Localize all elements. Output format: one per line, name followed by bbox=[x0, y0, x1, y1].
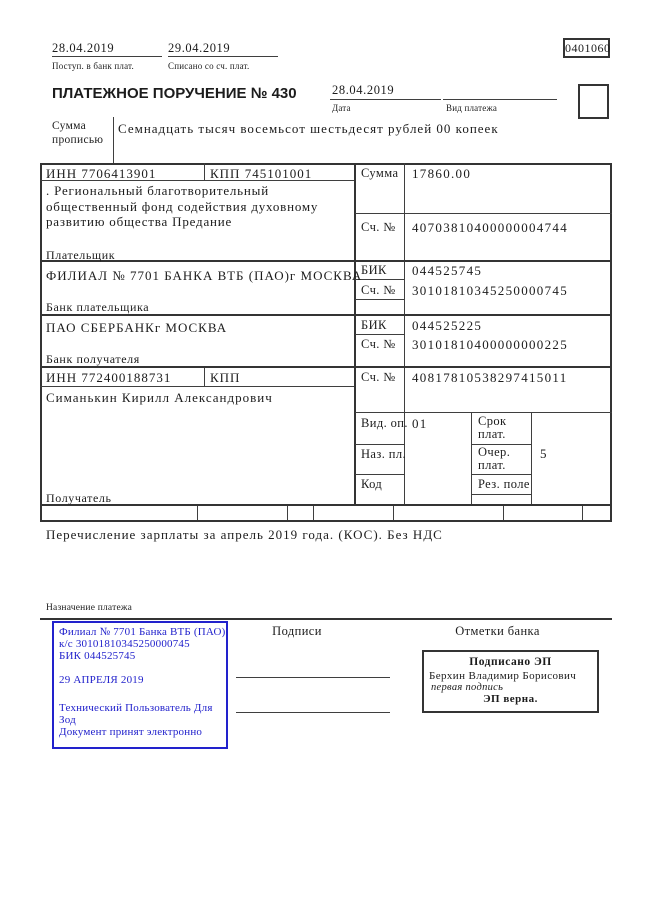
tax-row-divider-4 bbox=[393, 506, 394, 520]
payer-account-label: Сч. № bbox=[361, 220, 396, 234]
amount-in-words-divider bbox=[113, 117, 114, 163]
reserve-box-border bbox=[471, 494, 532, 495]
pay-purpose-label: Наз. пл. bbox=[361, 447, 407, 461]
table-border-left bbox=[40, 163, 42, 522]
beneficiary-bank-name: ПАО СБЕРБАНКг МОСКВА bbox=[46, 320, 228, 335]
beneficiary-bank-label: Банк получателя bbox=[46, 352, 140, 366]
inn-row-border-2 bbox=[40, 386, 354, 387]
beneficiary-bank-account-label: Сч. № bbox=[361, 337, 396, 351]
signature-line-2 bbox=[236, 712, 390, 713]
payer-label: Плательщик bbox=[46, 248, 116, 262]
tax-row-divider-6 bbox=[582, 506, 583, 520]
bik2-box-border bbox=[355, 334, 405, 335]
bank-stamp-line4: 29 АПРЕЛЯ 2019 bbox=[59, 674, 144, 686]
esign-valid-text: ЭП верна. bbox=[483, 693, 538, 705]
signatures-heading: Подписи bbox=[272, 624, 322, 638]
document-date-value: 28.04.2019 bbox=[332, 83, 395, 97]
payment-type-label: Вид платежа bbox=[446, 103, 498, 113]
payer-name bbox=[46, 183, 318, 230]
esign-stamp-box bbox=[422, 650, 599, 713]
beneficiary-name: Симанькин Кирилл Александрович bbox=[46, 390, 273, 405]
priority-label bbox=[478, 446, 510, 472]
debited-date-underline bbox=[168, 56, 278, 57]
table-border-right bbox=[610, 163, 612, 522]
payment-type-box bbox=[578, 84, 609, 119]
beneficiary-label: Получатель bbox=[46, 491, 112, 505]
opkind-divider-2 bbox=[531, 413, 532, 504]
payment-type-underline bbox=[443, 99, 557, 100]
esign-signature-kind: первая подпись bbox=[431, 682, 504, 693]
purpose-label: Назначение платежа bbox=[46, 603, 133, 613]
form-code-box: 0401060 bbox=[563, 38, 610, 58]
beneficiary-bank-bik-label: БИК bbox=[361, 318, 387, 332]
opkind-divider-1 bbox=[471, 413, 472, 504]
reserve-field-label: Рез. поле bbox=[478, 477, 530, 491]
beneficiary-account-label: Сч. № bbox=[361, 370, 396, 384]
acct1-box-border bbox=[355, 299, 405, 300]
payer-inn: ИНН 7706413901 bbox=[46, 166, 157, 181]
amount-label: Сумма bbox=[361, 166, 399, 180]
bank-stamp-line1: Филиал № 7701 Банка ВТБ (ПАО) bbox=[59, 626, 226, 638]
beneficiary-bank-account-value: 30101810400000000225 bbox=[412, 337, 568, 352]
received-date-label: Поступ. в банк плат. bbox=[52, 61, 134, 71]
document-date-label: Дата bbox=[332, 103, 351, 113]
payer-bank-name: ФИЛИАЛ № 7701 БАНКА ВТБ (ПАО)г МОСКВА bbox=[46, 268, 363, 283]
payer-bank-account-value: 30101810345250000745 bbox=[412, 283, 568, 298]
debited-date-value: 29.04.2019 bbox=[168, 41, 231, 55]
payer-name-line3: развитию общества Предание bbox=[46, 214, 233, 229]
bank-stamp-line2: к/с 30101810345250000745 bbox=[59, 638, 190, 650]
op-kind-value: 01 bbox=[412, 416, 428, 431]
pay-term-label-line2: плат. bbox=[478, 427, 506, 441]
pay-term-label bbox=[478, 415, 507, 441]
tax-row-divider-5 bbox=[503, 506, 504, 520]
priority-label-line1: Очер. bbox=[478, 445, 511, 459]
payer-account-value: 40703810400000004744 bbox=[412, 220, 568, 235]
received-date-value: 28.04.2019 bbox=[52, 41, 115, 55]
opkind-row-border-left bbox=[355, 444, 405, 445]
section-border-payer bbox=[40, 260, 612, 262]
amount-in-words-value: Семнадцать тысяч восемьсот шестьдесят рублей 00 копеек bbox=[118, 121, 499, 136]
page-title: ПЛАТЕЖНОЕ ПОРУЧЕНИЕ № 430 bbox=[52, 85, 297, 102]
payer-bank-account-label: Сч. № bbox=[361, 283, 396, 297]
beneficiary-bank-bik-value: 044525225 bbox=[412, 318, 483, 333]
bank-stamp-line7: Документ принят электронно bbox=[59, 726, 203, 738]
nazpl-row-border-left bbox=[355, 474, 405, 475]
debited-date-label: Списано со сч. плат. bbox=[168, 61, 250, 71]
document-date-underline bbox=[330, 99, 441, 100]
payer-name-line1: . Региональный благотворительный bbox=[46, 183, 269, 198]
table-border-bottom bbox=[40, 504, 612, 506]
nazpl-row-border-right bbox=[471, 474, 532, 475]
beneficiary-account-value: 40817810538297415011 bbox=[412, 370, 568, 385]
bank-stamp-line3: БИК 044525745 bbox=[59, 650, 136, 662]
bank-stamp-line5: Технический Пользователь Для bbox=[59, 702, 213, 714]
esign-title: Подписано ЭП bbox=[469, 656, 552, 668]
received-date-underline bbox=[52, 56, 162, 57]
op-kind-label: Вид. оп. bbox=[361, 416, 408, 430]
opkind-top-border bbox=[355, 412, 612, 413]
bik1-box-border bbox=[355, 279, 405, 280]
purpose-text: Перечисление зарплаты за апрель 2019 года. (КОС). Без НДС bbox=[46, 527, 443, 542]
payer-kpp: КПП 745101001 bbox=[210, 166, 313, 181]
priority-value: 5 bbox=[540, 446, 548, 461]
tax-row-divider-1 bbox=[197, 506, 198, 520]
amount-value: 17860.00 bbox=[412, 166, 472, 181]
tax-row-divider-2 bbox=[287, 506, 288, 520]
esign-signer-name: Берхин Владимир Борисович bbox=[429, 670, 577, 682]
code-label: Код bbox=[361, 477, 383, 491]
purpose-underline bbox=[40, 618, 612, 620]
signature-line-1 bbox=[236, 677, 390, 678]
beneficiary-kpp-label: КПП bbox=[210, 370, 241, 385]
bank-marks-heading: Отметки банка bbox=[455, 624, 540, 638]
table-border-top bbox=[40, 163, 612, 165]
inn-kpp-divider-1 bbox=[204, 163, 205, 181]
inn-kpp-divider-2 bbox=[204, 368, 205, 387]
tax-row-divider-3 bbox=[313, 506, 314, 520]
payer-bank-bik-value: 044525745 bbox=[412, 263, 483, 278]
priority-label-line2: плат. bbox=[478, 458, 506, 472]
bank-acceptance-stamp bbox=[52, 621, 228, 749]
amount-row-border bbox=[355, 213, 612, 214]
payer-bank-label: Банк плательщика bbox=[46, 300, 150, 314]
beneficiary-inn: ИНН 772400188731 bbox=[46, 370, 172, 385]
payer-name-line2: общественный фонд содействия духовному bbox=[46, 198, 319, 214]
tax-row-border-bottom bbox=[40, 520, 612, 522]
bank-stamp-line6: Зод bbox=[59, 714, 76, 726]
amount-in-words-label: Сумма прописью bbox=[52, 120, 104, 146]
pay-term-label-line1: Срок bbox=[478, 414, 507, 428]
payer-bank-bik-label: БИК bbox=[361, 263, 387, 277]
